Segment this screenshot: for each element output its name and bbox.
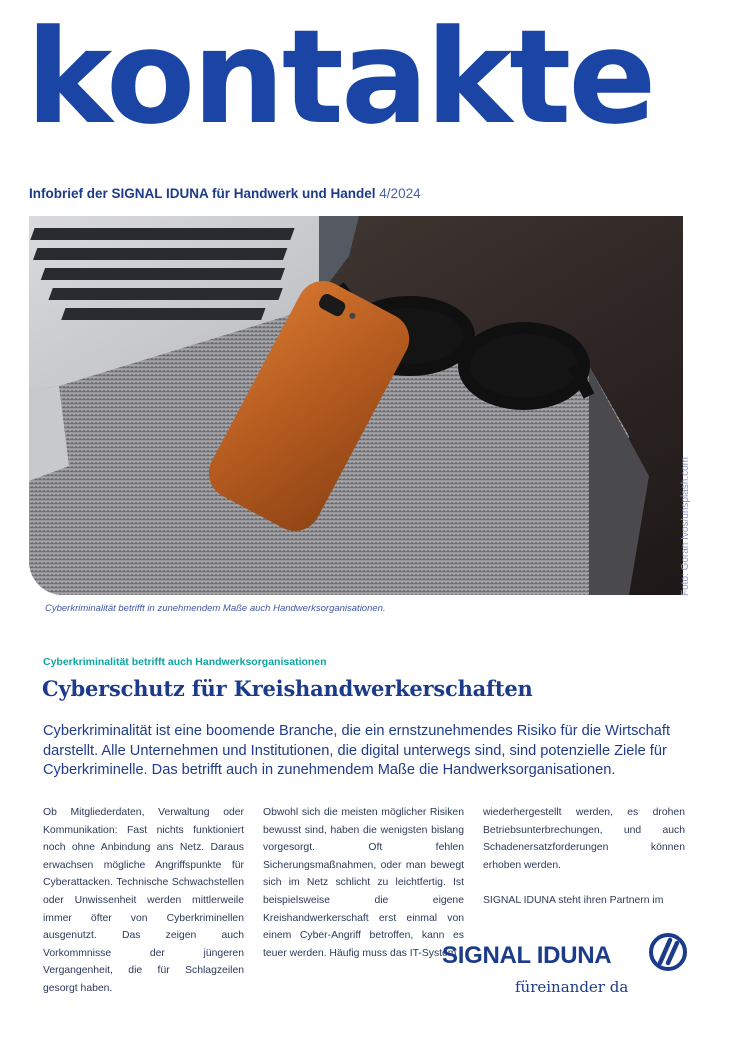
issue-number: 4/2024 <box>379 186 421 201</box>
column-2-text: Obwohl sich die meisten möglicher Risiken bewusst sind, haben die wenigsten bislang vorgesorgt. Oft fehlen Sicherungsmaßnahmen, oder man bewegt sich im Netz schlicht zu leichtfertig. Ist beispielsweise die eigene Kreishandwerkerschaft erst einmal von einem Cyber-Angriff betroffen, kann es teuer werden. Häufig muss das IT-System <box>263 807 464 959</box>
photo-caption: Cyberkriminalität betrifft in zunehmendem Maße auch Handwerksorganisationen. <box>45 603 386 614</box>
brand-block <box>442 930 692 1000</box>
column-3-paragraph-2: SIGNAL IDUNA steht ihren Partnern im <box>483 894 664 906</box>
article-column-2 <box>263 804 464 980</box>
brand-name: SIGNAL IDUNA <box>442 942 612 969</box>
article-column-3 <box>483 804 685 927</box>
masthead-subtitle <box>29 186 421 201</box>
article-kicker: Cyberkriminalität betrifft auch Handwerksorganisationen <box>43 656 327 668</box>
brand-logo-icon <box>648 932 688 977</box>
column-3-paragraph-1: wiederhergestellt werden, es drohen Betriebsunterbrechungen, und auch Schadenersatzforderungen können erhoben werden. <box>483 807 685 871</box>
subtitle-text: Infobrief der SIGNAL IDUNA für Handwerk und Handel <box>29 186 376 201</box>
article-column-1 <box>43 804 244 1015</box>
photo-credit: Foto: Goran Ivos/unsplash.com <box>680 457 691 596</box>
masthead-title: kontakte <box>26 1 654 153</box>
article-lead: Cyberkriminalität ist eine boomende Branche, die ein ernstzunehmendes Risiko für die Wirtschaft darstellt. Alle Unternehmen und Institutionen, die digital unterwegs sind, sind potenzielle Ziele für Cyberkriminelle. Das betrifft auch in zunehmendem Maße die Handwerksorganisationen. <box>43 723 671 778</box>
cover-photo <box>29 216 683 595</box>
brand-tagline: füreinander da <box>515 978 629 996</box>
column-1-text: Ob Mitgliederdaten, Verwaltung oder Kommunikation: Fast nichts funktioniert noch ohne Anbindung ans Netz. Daraus erwachsen mögliche Angriffspunkte für Cyberattacken. Technische Schwachstellen oder Unwissenheit werden mittlerweile immer öfter von Cyberkriminellen ausgenutzt. Das zeigen auch Vorkommnisse der jüngeren Vergangenheit, die für Schlagzeilen gesorgt haben. <box>43 807 244 994</box>
article-headline: Cyberschutz für Kreishandwerkerschaften <box>42 676 533 701</box>
